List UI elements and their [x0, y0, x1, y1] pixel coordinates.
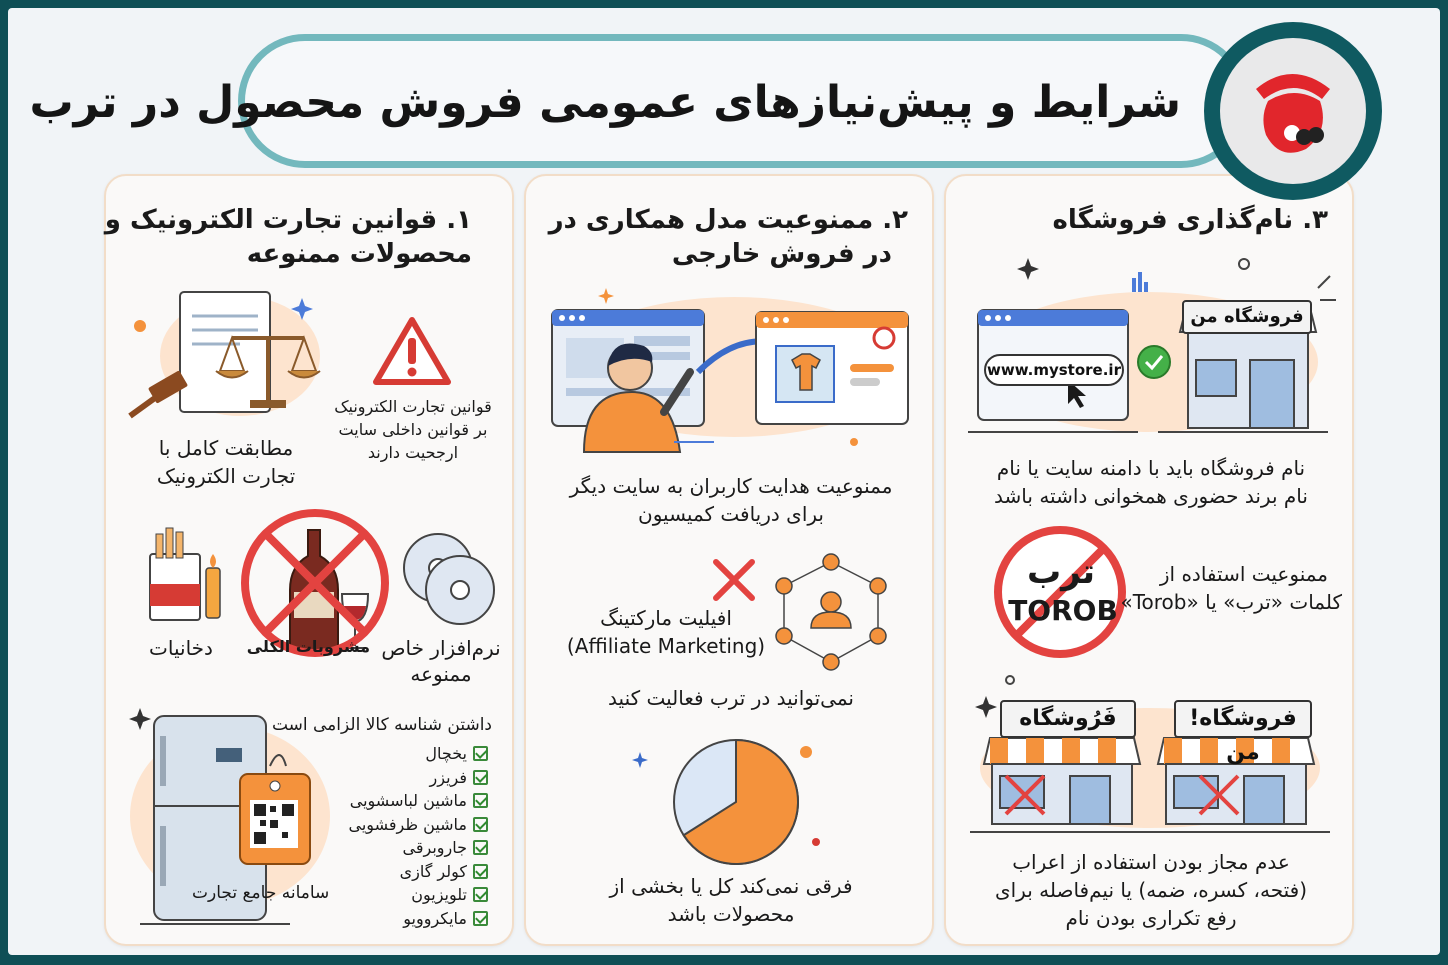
checklist-item: جاروبرقی: [349, 836, 488, 860]
warning-triangle-icon: [372, 316, 452, 386]
card2-title-line1: ۲. ممنوعیت مدل همکاری در: [548, 205, 908, 235]
cigarettes-icon: [146, 524, 226, 624]
cd-disc-icon: [398, 528, 498, 628]
torob-logo: [1204, 22, 1382, 200]
checkbox-icon: [473, 770, 488, 785]
trade-system-label: سامانه جامع تجارت: [192, 883, 330, 903]
redirect-ban-text-1: ممنوعیت هدایت کاربران به سایت دیگر: [569, 474, 893, 498]
infographic-page: [8, 8, 1440, 955]
warning-text-3: ارجحیت دارند: [367, 443, 459, 462]
compliance-text-2: تجارت الکترونیک: [156, 464, 296, 488]
card1-title-line2: محصولات ممنوعه: [246, 239, 472, 269]
card2-title-line2: در فروش خارجی: [671, 239, 892, 269]
checklist-item: فریزر: [349, 766, 488, 790]
appliance-checklist: [349, 742, 488, 930]
card-affiliate-ban: [524, 174, 934, 946]
store-sign-diacritic: فَرُوشگاه: [1000, 700, 1136, 738]
checkbox-icon: [473, 911, 488, 926]
diacritic-rule-text-2: (فتحه، کسره، ضمه) یا نیم‌فاصله برای: [994, 878, 1308, 902]
portion-pie-chart: [626, 732, 826, 862]
checkbox-icon: [473, 746, 488, 761]
naming-rule-text-1: نام فروشگاه باید با دامنه سایت یا نام: [996, 456, 1306, 480]
affiliate-label-fa: افیلیت مارکتینگ: [600, 606, 732, 630]
network-icon: [766, 552, 896, 682]
warning-text-2: بر قوانین داخلی سایت: [338, 420, 488, 439]
law-scales-icon: [120, 286, 330, 426]
checklist-item: کولر گازی: [349, 860, 488, 884]
card-ecommerce-laws: [104, 174, 514, 946]
invalid-store-names-illustration: [960, 672, 1340, 842]
store-url-box: www.mystore.ir: [984, 354, 1124, 386]
store-domain-illustration: [958, 252, 1338, 442]
checkbox-icon: [473, 793, 488, 808]
torob-logo-icon: [1238, 61, 1348, 161]
redirect-ban-text-2: برای دریافت کمیسیون: [638, 502, 824, 526]
checkbox-icon: [473, 864, 488, 879]
redirect-illustration: [544, 282, 924, 452]
banned-tobacco-label: دخانیات: [149, 636, 213, 660]
card1-title-line1: ۱. قوانین تجارت الکترونیک و: [104, 205, 472, 235]
checklist-item: تلویزیون: [349, 883, 488, 907]
checklist-item: یخچال: [349, 742, 488, 766]
forbid-word-text-2: کلمات «ترب» یا «Torob»: [1120, 590, 1342, 614]
no-torob-icon: [990, 522, 1130, 662]
diacritic-rule-text-1: عدم مجاز بودن استفاده از اعراب: [1012, 850, 1290, 874]
compliance-text-1: مطابقت کامل با: [158, 436, 294, 460]
checklist-item: ماشین ظرفشویی: [349, 813, 488, 837]
checkbox-icon: [473, 887, 488, 902]
checklist-item: ماشین لباسشویی: [349, 789, 488, 813]
affiliate-label-en: (Affiliate Marketing): [566, 634, 766, 658]
bottom-frame-bar: [0, 955, 1448, 965]
logo-inner: [1220, 38, 1366, 184]
card-store-naming: [944, 174, 1354, 946]
checkbox-icon: [473, 840, 488, 855]
checklist-item: مایکروویو: [349, 907, 488, 931]
header-banner: [29, 34, 1248, 168]
close-icon: [712, 558, 756, 602]
diacritic-rule-text-3: رفع تکراری بودن نام: [1065, 906, 1237, 930]
portion-text-1: فرقی نمی‌کند کل یا بخشی از: [609, 874, 853, 898]
banned-software-label-2: ممنوعه: [410, 662, 472, 686]
checkbox-icon: [473, 817, 488, 832]
banned-alcohol-label: مشروبات الکلی: [246, 637, 370, 656]
id-required-text: داشتن شناسه کالا الزامی است: [271, 715, 492, 735]
cannot-operate-text: نمی‌توانید در ترب فعالیت کنید: [608, 686, 854, 710]
torob-fa-word: ترب: [1026, 552, 1096, 592]
naming-rule-text-2: نام برند حضوری همخوانی داشته باشد: [994, 484, 1308, 508]
card3-title: ۳. نام‌گذاری فروشگاه: [1052, 205, 1328, 235]
warning-text-1: قوانین تجارت الکترونیک: [334, 397, 492, 416]
torob-en-word: TOROB: [1008, 594, 1118, 627]
banned-software-label-1: نرم‌افزار خاص: [381, 636, 501, 660]
portion-text-2: محصولات باشد: [667, 902, 795, 926]
store-sign-symbol: فروشگاه!من: [1174, 700, 1312, 738]
store-sign-label: فروشگاه من: [1182, 300, 1312, 334]
forbid-word-text-1: ممنوعیت استفاده از: [1159, 562, 1328, 586]
page-title: شرایط و پیش‌نیازهای عمومی فروش محصول در ترب: [29, 77, 1181, 128]
